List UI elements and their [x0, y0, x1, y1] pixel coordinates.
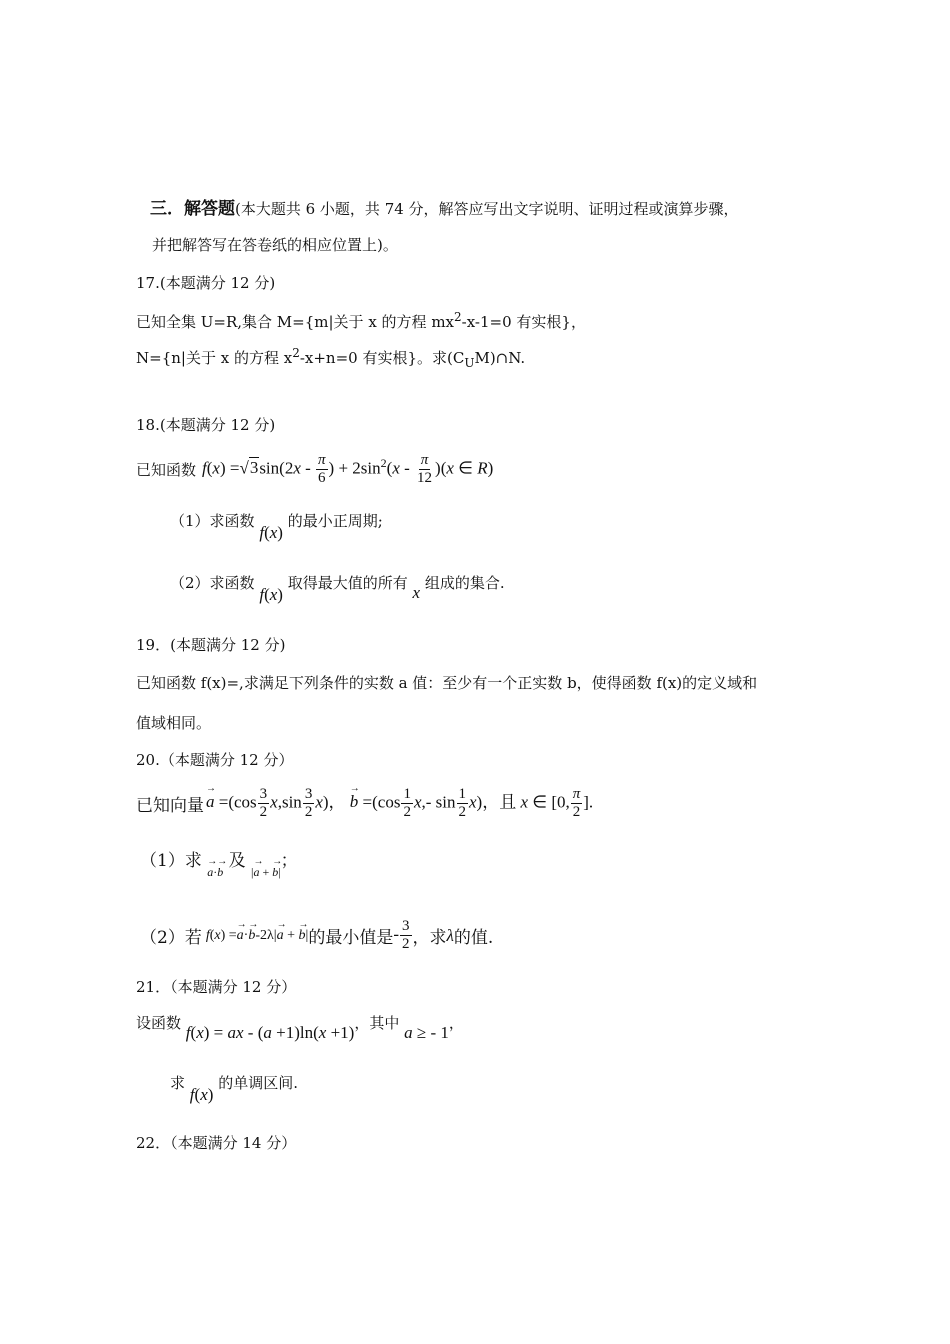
q21-part-1 [170, 1072, 298, 1104]
q20-part-1: （1）求 → $_{a\cdot\to b}$ 及 $_{|\to a + \to b|}$； [140, 846, 298, 871]
q17-sup-1: 2 [454, 310, 462, 324]
section-desc-2: 并把解答写在答卷纸的相应位置上)。 [152, 236, 398, 254]
q20-formula: → a =(cos $\frac{3}{2}$ x,sin $\frac{3}{2}$ x)， → b =(cos $\frac{1}{2}$ x,- sin $\frac{1}{2}$ x)，且 x ∈ [0, $\frac{\pi}{2}$ ]. [206, 786, 593, 821]
q17-header: 17.(本题满分 12 分) [136, 274, 276, 292]
q18-part-2 [170, 572, 505, 604]
q18-x: x [412, 583, 421, 602]
q21-part1b: 的单调区间. [218, 1074, 298, 1092]
q20-part2c: ，求 [412, 928, 447, 948]
q18-header: 18.(本题满分 12 分) [136, 416, 276, 434]
q17-line-2a: N={n|关于 x 的方程 x [136, 349, 293, 367]
q21-end: ， [448, 1014, 464, 1032]
q20-sum-norm: |→ a + → b| [251, 865, 281, 879]
q20-min-value: - $\frac{3}{2}$ [393, 918, 410, 952]
q21-fx: f(x) [189, 1085, 214, 1104]
q18-intro: 已知函数 [136, 461, 197, 479]
q17-sup-2: 2 [292, 346, 300, 360]
q20-part1b: 及 [228, 851, 246, 871]
q20-dot-product: → $_{a\cdot\to b}$ [207, 865, 223, 879]
section-desc-1: (本大题共 6 小题，共 74 分，解答应写出文字说明、证明过程或演算步骤， [235, 200, 739, 218]
q20-fx-formula: f(x) =→ a·→ b-2λ|→ a + → b| [206, 928, 309, 944]
q18-part1a: （1）求函数 [170, 512, 255, 530]
q21-mid: ，其中 [354, 1014, 400, 1032]
q19-header: 19．(本题满分 12 分) [136, 636, 286, 654]
q21-header: 21．（本题满分 12 分） [136, 978, 297, 996]
q22-header: 22．（本题满分 14 分） [136, 1134, 297, 1152]
q18-part2b: 取得最大值的所有 [287, 574, 408, 592]
q21-function-line [136, 1012, 464, 1042]
q17-line-2c: M)∩N. [474, 349, 526, 367]
q19-line-1: 已知函数 f(x)=,求满足下列条件的实数 a 值：至少有一个正实数 b，使得函数 f(x)的定义域和 [136, 674, 758, 692]
q21-intro: 设函数 [136, 1014, 182, 1032]
q20-part-2 [140, 918, 493, 953]
q20-part2a: （2）若 [140, 928, 202, 948]
q19-line-2: 值域相同。 [136, 714, 212, 732]
q20-part2d: 的值. [453, 928, 494, 948]
q21-condition: a ≥ - 1 [404, 1023, 449, 1042]
q20-intro: 已知向量 [136, 796, 204, 816]
q17-line-2 [136, 346, 525, 370]
q18-fx-1: f(x) [259, 523, 283, 542]
q20-part1a: （1）求 [140, 851, 202, 871]
q18-fx-2: f(x) [259, 585, 283, 604]
q17-sub-u: U [464, 356, 475, 370]
q18-part-1 [170, 510, 383, 542]
q18-formula: f(x) =√3sin(2x - $\frac{\pi}{6}$ ) + $2\sin^2(x$ - $\frac{\pi}{12}$ )(x ∈ R) [202, 452, 494, 486]
q21-part1a: 求 [170, 1074, 186, 1092]
q20-part2b: 的最小值是 [308, 928, 394, 948]
section-heading-row [150, 194, 739, 219]
q18-part2a: （2）求函数 [170, 574, 255, 592]
q20-header: 20.（本题满分 12 分） [136, 751, 294, 769]
q18-part2c: 组成的集合. [424, 574, 505, 592]
q21-formula: f(x) = ax - (a +1)ln(x +1) [185, 1023, 355, 1042]
q17-line-1b: -x-1=0 有实根}， [461, 313, 586, 331]
q17-line-2b: -x+n=0 有实根}。求(C [299, 349, 465, 367]
q20-lambda: λ [446, 925, 454, 945]
q18-part1b: 的最小正周期; [287, 512, 383, 530]
section-title: 三．解答题 [150, 199, 235, 219]
q17-line-1 [136, 310, 586, 332]
q17-line-1a: 已知全集 U=R,集合 M={m|关于 x 的方程 mx [136, 313, 455, 331]
q18-function-line [136, 452, 493, 487]
q20-vector-line [136, 786, 593, 821]
